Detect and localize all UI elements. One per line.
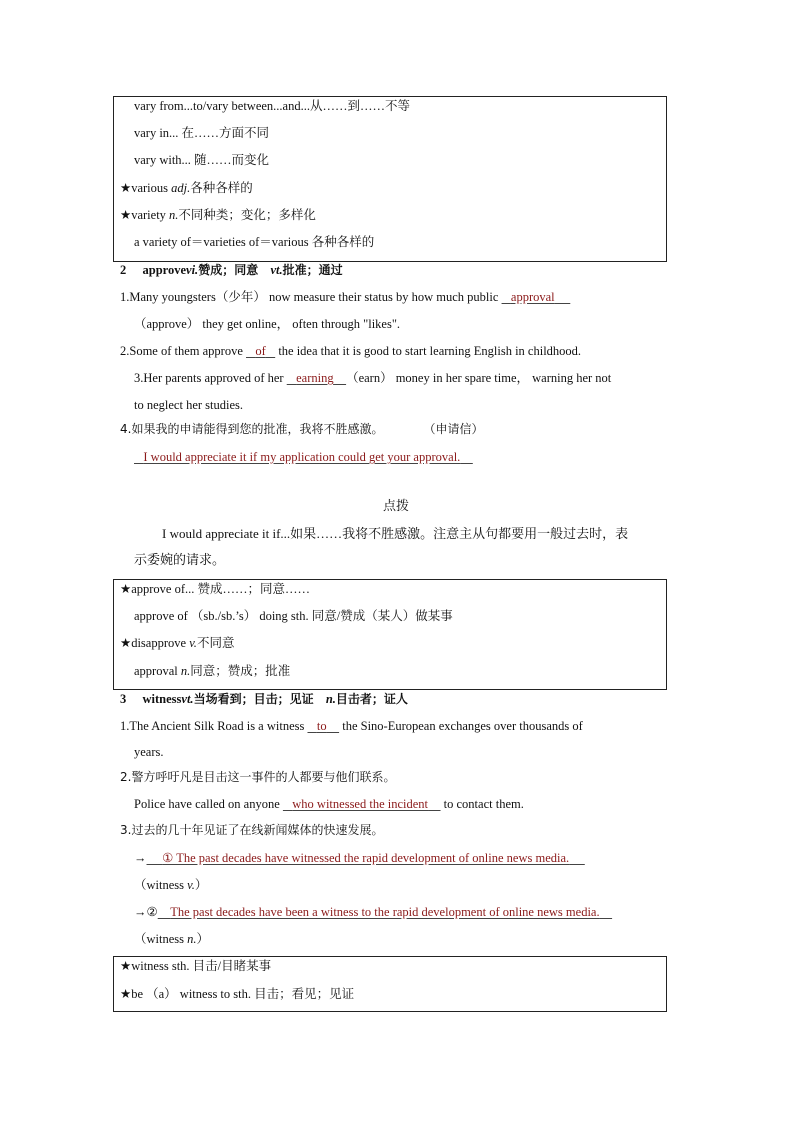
answer-text: approval [510,290,555,304]
section-witness-heading [120,691,408,707]
box3-line-1: ★witness sth. 目击/目睹某事 [120,959,272,973]
witness-exercise-3: 3.过去的几十年见证了在线新闻媒体的快速发展。 [120,823,384,837]
witness-exercise-2: 2.警方呼吁凡是目击这一事件的人都要与他们联系。 [120,770,396,784]
box1-line-last: a variety of＝varieties of＝various 各种各样的 [134,235,375,249]
approval-pos: n. [180,664,191,678]
answer-text: ① The past decades have witnessed the rapid development of online news media. [162,851,570,865]
exercise-3-cont: to neglect her studies. [134,398,243,412]
answer-text: The past decades have been a witness to the rapid development of online news media. [170,905,600,919]
variety-pos: n. [169,208,179,222]
meaning-vt: 当场看到；目击；见证 [193,692,314,706]
disapprove-pos: v. [189,636,197,650]
disapprove-word: ★disapprove [120,636,190,650]
note-pos: n. [187,932,197,946]
box1-line-2: vary in... 在……方面不同 [134,126,270,140]
witness-note-2 [134,931,209,947]
witness-2-rest: to contact them. [440,797,524,811]
answer-text: earning [296,371,334,385]
various-meaning: 各种各样的 [190,181,253,195]
exercise-1 [120,289,570,305]
approval-word: approval [134,664,181,678]
pos-n: n. [325,692,336,706]
disapprove-meaning: 不同意 [196,636,235,650]
exercise-2-rest: the idea that it is good to start learning English in childhood. [275,344,582,358]
section-number: 2 [120,263,127,277]
exercise-4-text: 4.如果我的申请能得到您的批准，我将不胜感激。 [120,422,384,436]
note-close: ） [196,932,210,946]
witness-note-1 [134,877,207,893]
various-pos: adj. [171,181,191,195]
variety-word: ★variety [120,208,170,222]
witness-exercise-3-answer-2: →② The past decades have been a witness to the rapid development of online news media. [134,904,612,920]
headword: approve [142,263,187,277]
answer-blank [134,450,473,464]
exercise-2-text: 2.Some of them approve [120,344,247,358]
approval-meaning: 同意；赞成；批准 [190,664,291,678]
answer-text: of [255,344,266,358]
box2-line-3 [120,635,234,651]
exercise-4 [120,421,483,437]
answer-blank [283,797,441,811]
pos-vi: vi. [186,263,199,277]
exercise-3 [134,370,611,386]
various-word: ★various [120,181,172,195]
witness-2-text: Police have called on anyone [134,797,283,811]
exercise-3-rest: （earn） money in her spare time， warning her not [346,371,612,385]
note-close: ） [194,878,208,892]
exercise-4-tag: （申请信） [423,422,484,436]
meaning-vt: 批准；通过 [282,263,343,277]
box1-line-variety [120,207,316,223]
answer-text: I would appreciate it if my application could get your approval. [143,450,461,464]
box2-line-2: approve of （sb./sb.’s） doing sth. 同意/赞成（某人）做某事 [134,609,453,623]
exercise-1-cont: （approve） they get online， often through "likes". [134,317,401,331]
tip-line-1: I would appreciate it if...如果……我将不胜感激。注意主从句都要用一般过去时，表 [162,526,629,541]
answer-blank [158,905,612,919]
section-approve-heading [120,262,343,278]
exercise-3-text: 3.Her parents approved of her [134,371,287,385]
answer-text: to [316,719,327,733]
exercise-4-answer [134,449,473,465]
answer-blank [307,719,339,733]
tip-line-2: 示委婉的请求。 [134,553,226,568]
witness-exercise-1 [120,718,583,734]
meaning-vi: 赞成；同意 [198,263,259,277]
answer-text: who witnessed the incident [292,797,429,811]
tip-title: 点拨 [383,499,410,514]
section-number: 3 [120,692,127,706]
box2-line-4 [134,663,290,679]
answer-blank [147,851,585,865]
pos-vt: vt. [181,692,194,706]
variety-meaning: 不同种类；变化；多样化 [178,208,316,222]
answer-blank [246,344,275,358]
witness-exercise-1-cont: years. [134,745,164,759]
witness-1-text: 1.The Ancient Silk Road is a witness [120,719,308,733]
witness-exercise-2-answer [134,796,524,812]
note-text: （witness [134,878,188,892]
pos-vt: vt. [270,263,283,277]
exercise-1-text: 1.Many youngsters（少年） now measure their status by how much public [120,290,502,304]
headword: witness [142,692,182,706]
answer-blank [287,371,346,385]
box2-line-1: ★approve of... 赞成……；同意…… [120,582,311,596]
box1-line-1: vary from...to/vary between...and...从……到……不等 [134,99,410,113]
note-text: （witness [134,932,188,946]
box3-line-2: ★be （a） witness to sth. 目击；看见；见证 [120,987,355,1001]
answer-blank [502,290,571,304]
meaning-n: 目击者；证人 [335,692,408,706]
note-pos: v. [187,878,195,892]
witness-1-rest: the Sino-European exchanges over thousands of [339,719,583,733]
box1-line-3: vary with... 随……而变化 [134,153,270,167]
exercise-2 [120,343,581,359]
box1-line-various [120,180,253,196]
witness-exercise-3-answer-1: → ① The past decades have witnessed the rapid development of online news media. [134,850,585,866]
